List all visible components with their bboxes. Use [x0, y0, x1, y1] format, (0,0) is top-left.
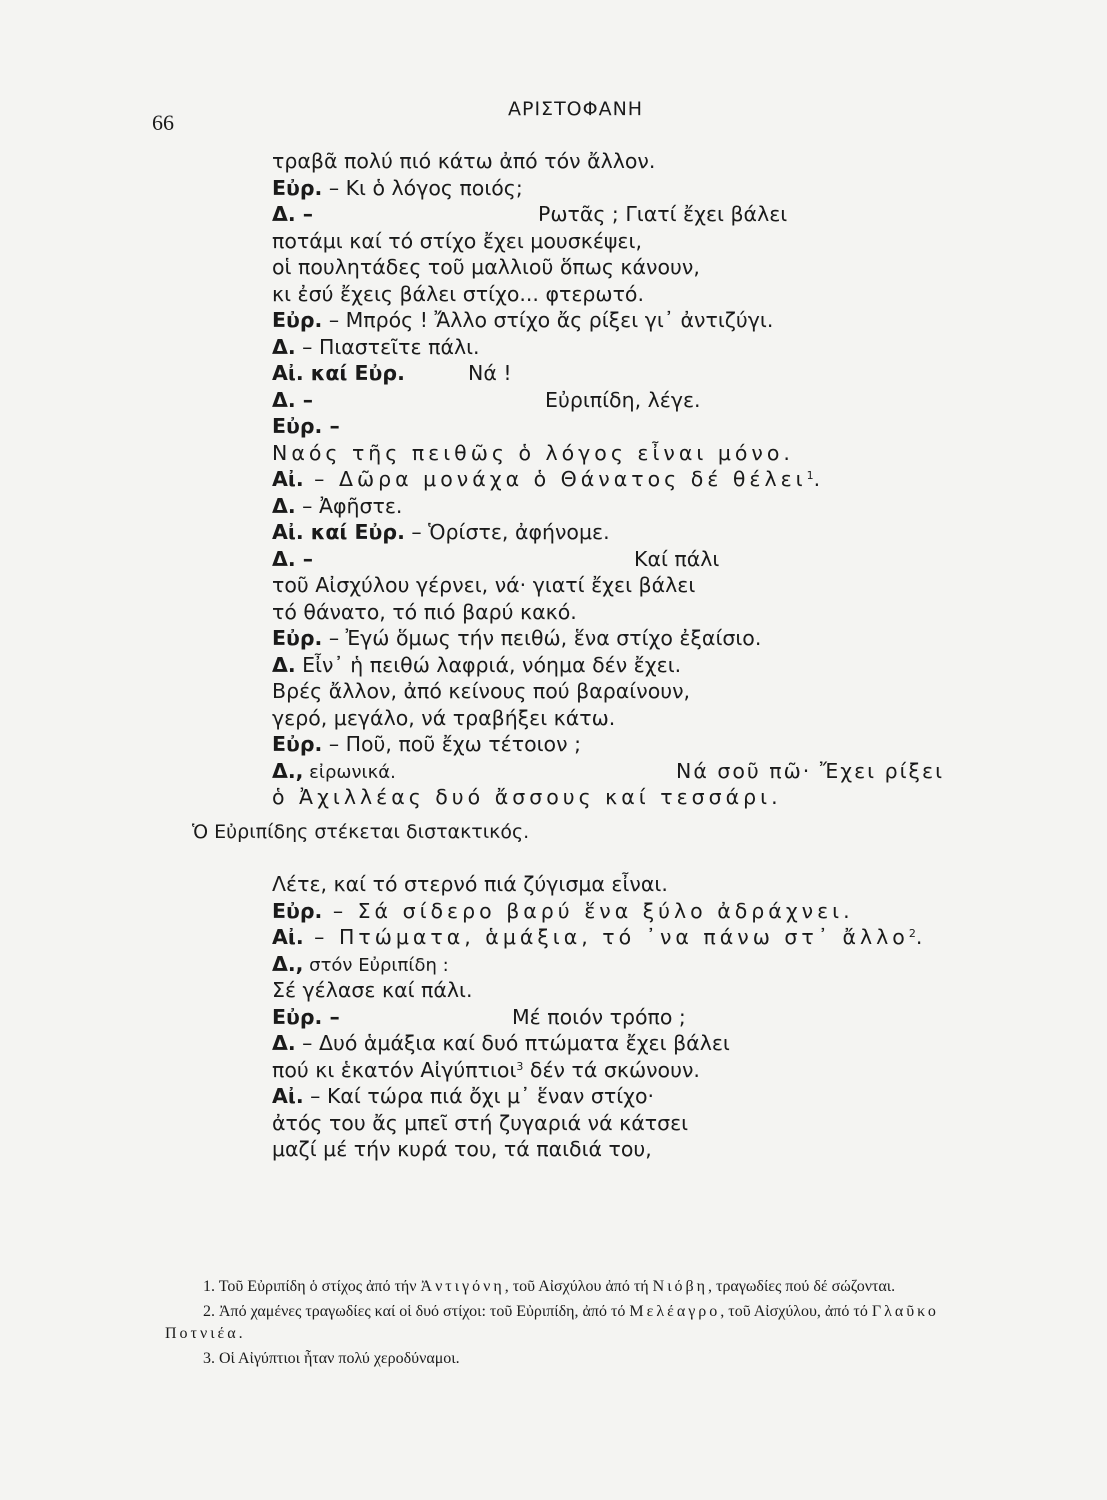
verse-text: Σέ γέλασε καί πάλι.	[272, 978, 473, 1002]
verse-line	[272, 493, 1032, 520]
verse-line	[272, 977, 1032, 1004]
footnote-text: 1. Τοῦ Εὐριπίδη ὁ στίχος ἀπό τήν	[203, 1278, 421, 1295]
speaker-label: Δ.	[272, 334, 296, 359]
verse-text: – Πτώματα, ἁμάξια, τό ᾿να πάνω στ᾿ ἄλλο	[303, 925, 909, 949]
verse-line	[272, 148, 1032, 175]
page-number: 66	[152, 110, 174, 135]
speaker-label: Αἰ. καί Εὐρ.	[272, 520, 405, 544]
work-title: Ἀντιγόνη	[420, 1278, 505, 1295]
verse-text: κι ἐσύ ἔχεις βάλει στίχο... φτερωτό.	[272, 281, 644, 306]
verse-text: – Σά σίδερο βαρύ ἕνα ξύλο ἀδράχνει.	[322, 898, 854, 923]
speaker-label: Δ. –	[272, 387, 314, 412]
verse-text: μαζί μέ τήν κυρά του, τά παιδιά του,	[272, 1137, 652, 1161]
verse-line	[272, 1136, 1032, 1163]
verse-text: τοῦ Αἰσχύλου γέρνει, νά· γιατί ἔχει βάλει	[272, 573, 696, 597]
verse-text: Εὐριπίδη, λέγε.	[545, 387, 701, 412]
verse-line	[272, 599, 1032, 626]
verse-text: Ρωτᾶς ; Γιατί ἔχει βάλει	[538, 202, 788, 226]
verse-text: ἀτός του ἄς μπεῖ στή ζυγαριά νά κάτσει	[272, 1110, 689, 1135]
verse-line	[272, 281, 1032, 308]
verse-line	[272, 705, 1032, 732]
footnote-text: 3. Οἱ Αἰγύπτιοι ἦταν πολύ χεροδύναμοι.	[203, 1350, 460, 1367]
verse-text: – Δυό ἁμάξια καί δυό πτώματα ἔχει βάλει	[295, 1031, 730, 1055]
verse-line	[272, 1030, 1032, 1057]
speaker-label: Εὐρ.	[272, 308, 323, 332]
verse-text: – Ποῦ, ποῦ ἔχω τέτοιον ;	[322, 732, 581, 756]
verse-line	[272, 254, 1032, 281]
speaker-label: Δ.	[272, 1031, 296, 1055]
verse-text: ποτάμι καί τό στίχο ἔχει μουσκέψει,	[272, 228, 642, 253]
footnote-marker: 1	[806, 469, 814, 482]
footnote-text: , τοῦ Αἰσχύλου ἀπό τή	[504, 1278, 653, 1295]
speaker-label: Δ.,	[272, 951, 304, 976]
footnotes	[165, 1276, 1005, 1370]
footnote-marker: 3	[516, 1059, 524, 1073]
verse-text: τό θάνατο, τό πιό βαρύ κακό.	[272, 599, 577, 624]
verse-text: – Πιαστεῖτε πάλι.	[295, 334, 480, 359]
verse-text: Μέ ποιόν τρόπο ;	[512, 1004, 686, 1029]
footnote-marker: 2	[908, 927, 916, 940]
verse-line	[272, 1004, 1032, 1031]
work-title: Μελέαγρο	[629, 1303, 721, 1320]
footnote-text: 2. Ἀπό χαμένες τραγωδίες καί οἱ δυό στίχοι: τοῦ Εὐριπίδη, ἀπό τό	[203, 1303, 630, 1320]
verse-text: Βρές ἄλλον, ἀπό κείνους πού βαραίνουν,	[272, 679, 691, 703]
verse-line	[272, 1083, 1032, 1110]
verse-text: Ναός τῆς πειθῶς ὁ λόγος εἶναι μόνο.	[272, 440, 794, 465]
verse-line	[272, 519, 1032, 546]
verse-line	[272, 898, 1032, 925]
verse-text: – Ἐγώ ὅμως τήν πειθώ, ἕνα στίχο ἐξαίσιο.	[322, 626, 762, 650]
verse-text: – Καί τώρα πιά ὄχι μ᾿ ἕναν στίχο·	[303, 1084, 655, 1108]
speaker-label: Εὐρ.	[272, 626, 323, 650]
footnote-1	[165, 1276, 1005, 1298]
speaker-label: Αἰ.	[272, 467, 304, 491]
verse-line	[272, 413, 1032, 440]
work-title: Γλαῦκο Ποτνιέα	[165, 1303, 939, 1342]
work-title: Νιόβη	[652, 1278, 709, 1295]
verse-text: – Μπρός ! Ἄλλο στίχο ἄς ρίξει γι᾿ ἀντιζύγι.	[322, 308, 774, 332]
verse-line	[272, 228, 1032, 255]
verse-line: Αἰ. – Δῶρα μονάχα ὁ Θάνατος δέ θέλει$^1$.	[272, 467, 821, 491]
speaker-label: Αἰ. καί Εὐρ.	[272, 361, 405, 385]
verse-text: οἱ πουλητάδες τοῦ μαλλιοῦ ὅπως κάνουν,	[272, 255, 700, 279]
stage-direction: Ὁ Εὐριπίδης στέκεται διστακτικός.	[192, 820, 530, 843]
speaker-label: Εὐρ.	[272, 898, 323, 923]
verse-line	[272, 307, 1032, 334]
verse-text: – Ἀφῆστε.	[295, 493, 403, 518]
stage-direction: εἰρωνικά.	[303, 761, 396, 783]
verse-line	[272, 758, 1032, 785]
verse-line	[272, 201, 1032, 228]
verse-text: – Ὁρίστε, ἀφήνομε.	[404, 520, 610, 544]
speaker-label: Δ. –	[272, 202, 314, 226]
speaker-label: Εὐρ.	[272, 175, 323, 200]
verse-text: τραβᾶ πολύ πιό κάτω ἀπό τόν ἄλλον.	[272, 149, 656, 173]
footnote-text: , τραγωδίες πού δέ σώζονται.	[708, 1278, 896, 1295]
verse-text: Νά σοῦ πῶ· Ἔχει ρίξει	[676, 758, 945, 783]
speaker-label: Εὐρ. –	[272, 1004, 340, 1029]
speaker-label: Δ.	[272, 652, 296, 677]
verse-line	[272, 360, 1032, 387]
verse-text: δέν τά σκώνουν.	[523, 1057, 700, 1082]
verse-text: Καί πάλι	[634, 546, 720, 571]
footnote-text: .	[238, 1325, 243, 1342]
speaker-label: Δ.	[272, 493, 296, 518]
verse-text: Νά !	[468, 361, 512, 385]
speaker-label: Δ.,	[272, 758, 304, 783]
verse-line	[272, 871, 1032, 898]
verse-line	[272, 175, 1032, 202]
verse-line	[272, 440, 1032, 467]
speaker-label: Αἰ.	[272, 1084, 304, 1108]
footnote-text: , τοῦ Αἰσχύλου, ἀπό τό	[720, 1303, 872, 1320]
footnote-3	[165, 1348, 1005, 1370]
verse-line: Αἰ. – Πτώματα, ἁμάξια, τό ᾿να πάνω στ᾿ ἄλλο$^2$.	[272, 925, 923, 949]
verse-line	[272, 625, 1032, 652]
verse-text: Λέτε, καί τό στερνό πιά ζύγισμα εἶναι.	[272, 872, 668, 896]
play-text	[192, 148, 1032, 1163]
footnote-2	[165, 1301, 1005, 1345]
verse-line	[272, 652, 1032, 679]
verse-text: γερό, μεγάλο, νά τραβήξει κάτω.	[272, 705, 616, 730]
verse-text: – Κι ὁ λόγος ποιός;	[322, 175, 523, 200]
verse-text: Εἶν᾿ ἡ πειθώ λαφριά, νόημα δέν ἔχει.	[295, 652, 682, 677]
verse-text: ὁ Ἀχιλλέας δυό ἄσσους καί τεσσάρι.	[272, 785, 782, 809]
verse-line	[272, 951, 1032, 978]
speaker-label: Εὐρ. –	[272, 414, 340, 438]
verse-line	[272, 546, 1032, 573]
verse-line	[272, 784, 1032, 811]
verse-text: πού κι ἑκατόν Αἰγύπτιοι	[272, 1057, 517, 1082]
speaker-label: Αἰ.	[272, 925, 304, 949]
running-head: ΑΡΙΣΤΟΦΑΝΗ	[508, 98, 644, 120]
verse-line	[272, 572, 1032, 599]
stage-direction-line	[192, 819, 1032, 846]
verse-line	[272, 1110, 1032, 1137]
verse-line	[272, 678, 1032, 705]
speaker-label: Εὐρ.	[272, 732, 323, 756]
verse-line	[272, 731, 1032, 758]
verse-line	[272, 1057, 1032, 1084]
verse-line	[272, 334, 1032, 361]
speaker-label: Δ. –	[272, 546, 314, 571]
stage-direction: στόν Εὐριπίδη :	[303, 954, 449, 976]
verse-line	[272, 387, 1032, 414]
verse-text: – Δῶρα μονάχα ὁ Θάνατος δέ θέλει	[303, 467, 807, 491]
